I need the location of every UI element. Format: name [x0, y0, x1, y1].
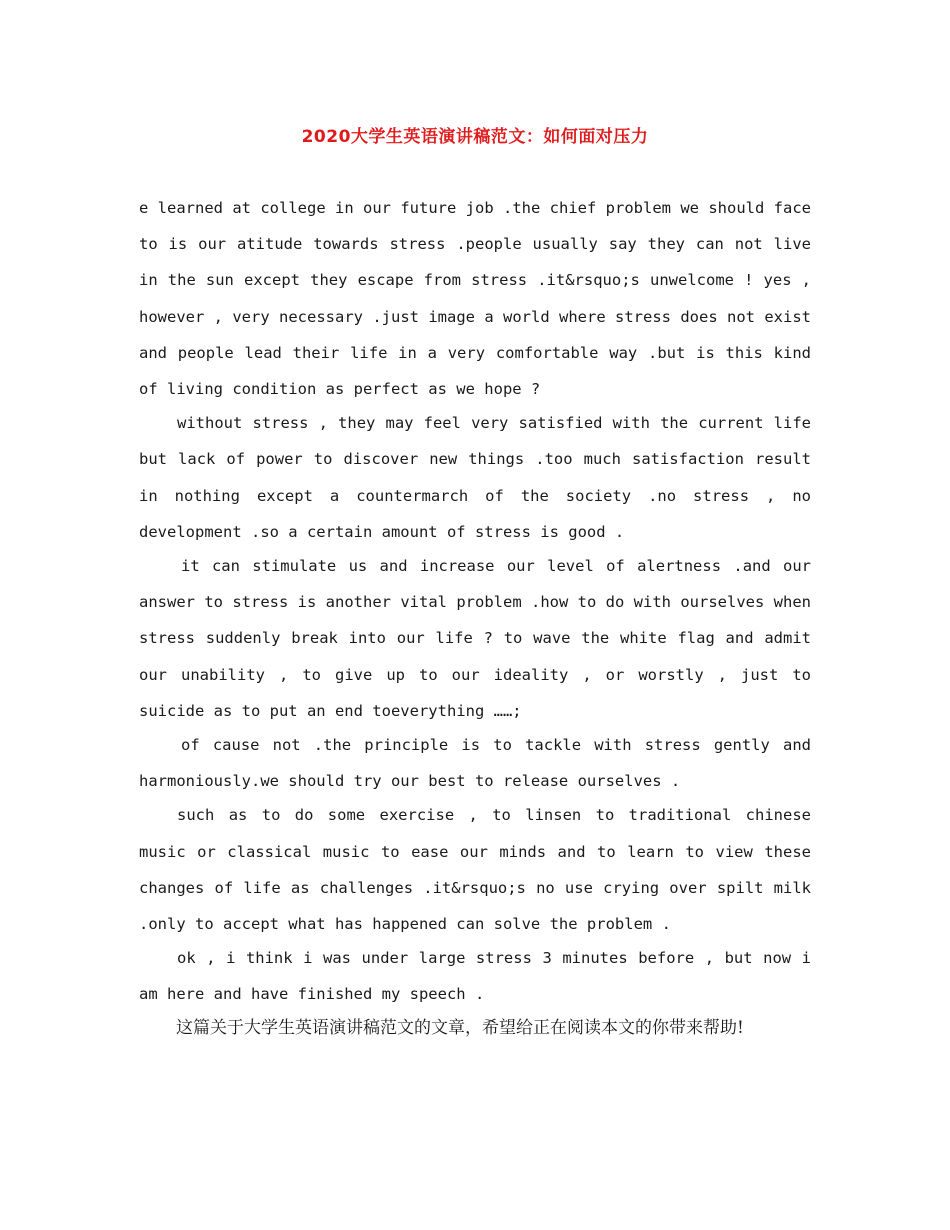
paragraph-3: it can stimulate us and increase our level of alertness .and our answer to stress is another vital problem .how to do with ourselves when stress suddenly break into our life ? to wave the white flag and admit our unability , to give up to our ideality , or worstly , just to suicide as to put an end toeverything ……;: [139, 557, 811, 720]
closing-note: 这篇关于大学生英语演讲稿范文的文章，希望给正在阅读本文的你带来帮助!: [176, 1018, 744, 1038]
paragraph-5: such as to do some exercise , to linsen to traditional chinese music or classical music to ease our minds and to learn to view these changes of life as challenges .it&rsquo;s no use crying over spilt milk .only to accept what has happened can solve the problem .: [139, 806, 811, 934]
speech-body: [139, 190, 811, 1011]
paragraph-1: e learned at college in our future job .the chief problem we should face to is our atitude towards stress .people usually say they can not live in the sun except they escape from stress .it&rsquo;s unwelcome ! yes , however , very necessary .just image a world where stress does not exist and people lead their life in a very comfortable way .but is this kind of living condition as perfect as we hope ?: [139, 199, 811, 399]
paragraph-6: ok , i think i was under large stress 3 minutes before , but now i am here and have finished my speech .: [139, 949, 811, 1004]
paragraph-4: of cause not .the principle is to tackle with stress gently and harmoniously.we should try our best to release ourselves .: [139, 736, 811, 791]
document-title: 2020大学生英语演讲稿范文：如何面对压力: [301, 127, 649, 147]
paragraph-2: without stress , they may feel very satisfied with the current life but lack of power to discover new things .too much satisfaction result in nothing except a countermarch of the society .no stress , no development .so a certain amount of stress is good .: [139, 414, 811, 541]
